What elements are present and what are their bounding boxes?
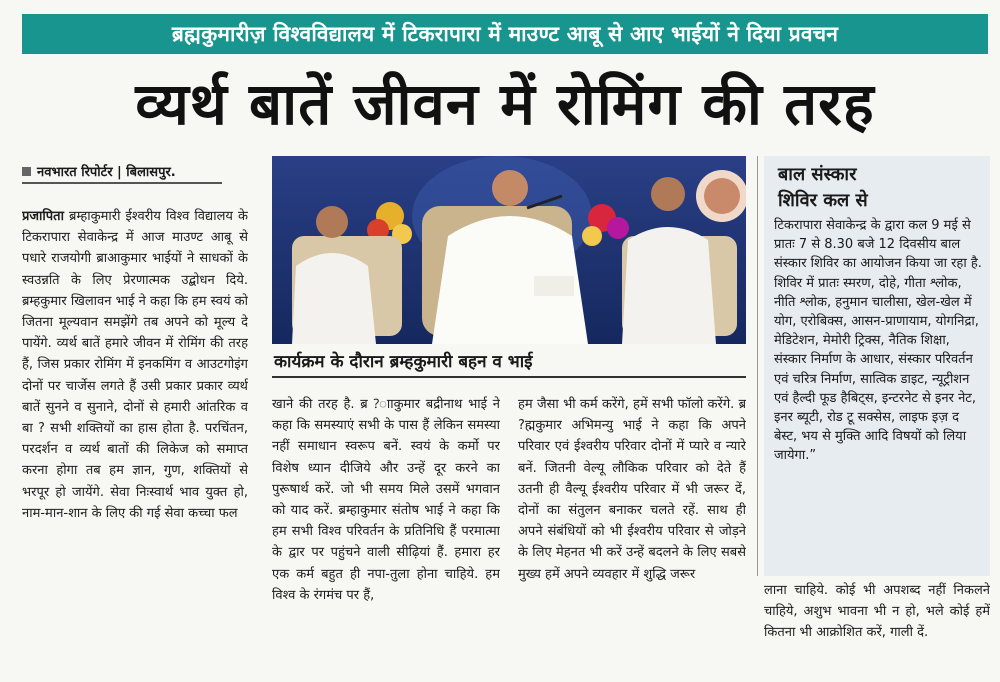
square-bullet-icon — [22, 167, 31, 176]
article-column-1-text: ब्रम्हाकुमारी ईश्वरीय विश्व विद्यालय के टिकरापारा सेवाकेन्द्र में आज माउण्ट आबू से पधारे राजयोगी ब्राआकुमार भाईयों ने साधकों के स्वउन्नति के लिए प्रेरणात्मक उद्बोधन दिये. ब्रम्हकुमार खिलावन भाई ने कहा कि हम स्वयं को जितना मूल्यवान समझेंगे तब अपने को मूल्य दे पायेंगे. व्यर्थ बातें हमारे जीवन में रोमिंग की तरह हैं, जिस प्रकार रोमिंग में इनकमिंग व आउटगोइंग दोनों पर चार्जेस लगते हैं उसी प्रकार प्रकार व्यर्थ बातें सुनने व सुनाने, दोनों से हमारी आंतरिक व बा ? सभी शक्तियों का हास होता है. परचिंतन, परदर्शन व व्यर्थ बातों की लिकेज को समाप्त करना होगा तब हम ज्ञान, गुण, शक्तियों से भरपूर हो जायेंगे. सेवा निःस्वार्थ भाव युक्त हो, नाम-मान-शान के लिए की गई सेवा कच्चा फल — [22, 209, 248, 521]
sidebar-box — [764, 156, 990, 576]
event-photo — [272, 156, 746, 344]
sidebar-title-line-2: शिविर कल से — [778, 190, 868, 211]
column-divider — [757, 156, 758, 576]
sidebar-title-line-1: बाल संस्कार — [778, 164, 857, 185]
article-column-3: हम जैसा भी कर्म करेंगे, हमें सभी फॉलो करेंगे. ब्र ?ह्मकुमार अभिमन्यु भाई ने कहा कि अपने परिवार एवं ईश्वरीय परिवार दोनों में प्यारे व न्यारे बनें. जितनी वेल्यू लौकिक परिवार को देते हैं उतनी ही वैल्यू ईश्वरीय परिवार में भी जरूर दें, दोनों का संतुलन बनाकर चलते रहें. साथ ही अपने संबंधियों को भी ईश्वरीय परिवार से जोड़ने के लिए मेहनत भी करें उन्हें बदलने के लिए सबसे मुख्य हमें अपने व्यवहार में शुद्धि जरूर — [518, 397, 746, 582]
page-title: व्यर्थ बातें जीवन में रोमिंग की तरह — [135, 70, 875, 138]
byline-text: नवभारत रिपोर्टर | बिलासपुर. — [37, 165, 176, 180]
sidebar-body: टिकरापारा सेवाकेन्द्र के द्वारा कल 9 मई से प्रातः 7 से 8.30 बजे 12 दिवसीय बाल संस्कार शिविर का आयोजन किया जा रहा है. शिविर में प्रातः स्मरण, दोहे, गीता श्लोक, नीति श्लोक, हनुमान चालीसा, खेल-खेल में योग, एरोबिक्स, आसन-प्राणायाम, योगनिद्रा, मेडिटेशन, मेमोरी ट्रिक्स, नैतिक शिक्षा, संस्कार निर्माण के आधार, संस्कार परिवर्तन एवं चरित्र निर्माण, सात्विक डाइट, न्यूट्रीशन एवं हैल्दी फूड हैबिट्स, इन्टरनेट से इनर नेट, इनर ब्यूटी, रोड टू सक्सेस, लाइफ इज़ द बेस्ट, भय से मुक्ति आदि विषयों को लिया जायेगा.” — [774, 218, 982, 464]
photo-caption: कार्यक्रम के दौरान ब्रम्हकुमारी बहन व भाई — [272, 346, 746, 378]
article-lead-word: प्रजापिता — [22, 209, 64, 224]
article-column-1 — [22, 206, 248, 676]
article-column-4: लाना चाहिये. कोई भी अपशब्द नहीं निकलने चाहिये, अशुभ भावना भी न हो, भले कोई हमें कितना भी आक्रोशित करें, गाली दें. — [764, 583, 990, 641]
sidebar-title — [778, 162, 978, 214]
article-column-2: खाने की तरह है. ब्र ?ााकुमार बद्रीनाथ भाई ने कहा कि समस्याएं सभी के पास हैं लेकिन समस्या नहीं समाधान स्वरूप बनें. स्वयं के कर्मो पर विशेष ध्यान दीजिये और उन्हें दूर करने का पुरूषार्थ करें. जो भी समय मिले उसमें भगवान को याद करें. ब्रम्हाकुमार संतोष भाई ने कहा कि हम सभी विश्व परिवर्तन के प्रतिनिधि हैं परमात्मा के द्वार पर पहुंचने वाली सीढ़ियां हैं. हमारा हर एक कर्म बहुत ही नपा-तुला होना चाहिये. हम विश्व के रंगमंच पर हैं, — [272, 397, 500, 603]
byline — [22, 160, 222, 184]
kicker-banner: ब्रह्मकुमारीज़ विश्वविद्यालय में टिकरापारा में माउण्ट आबू से आए भाईयों ने दिया प्रवचन — [22, 14, 988, 54]
